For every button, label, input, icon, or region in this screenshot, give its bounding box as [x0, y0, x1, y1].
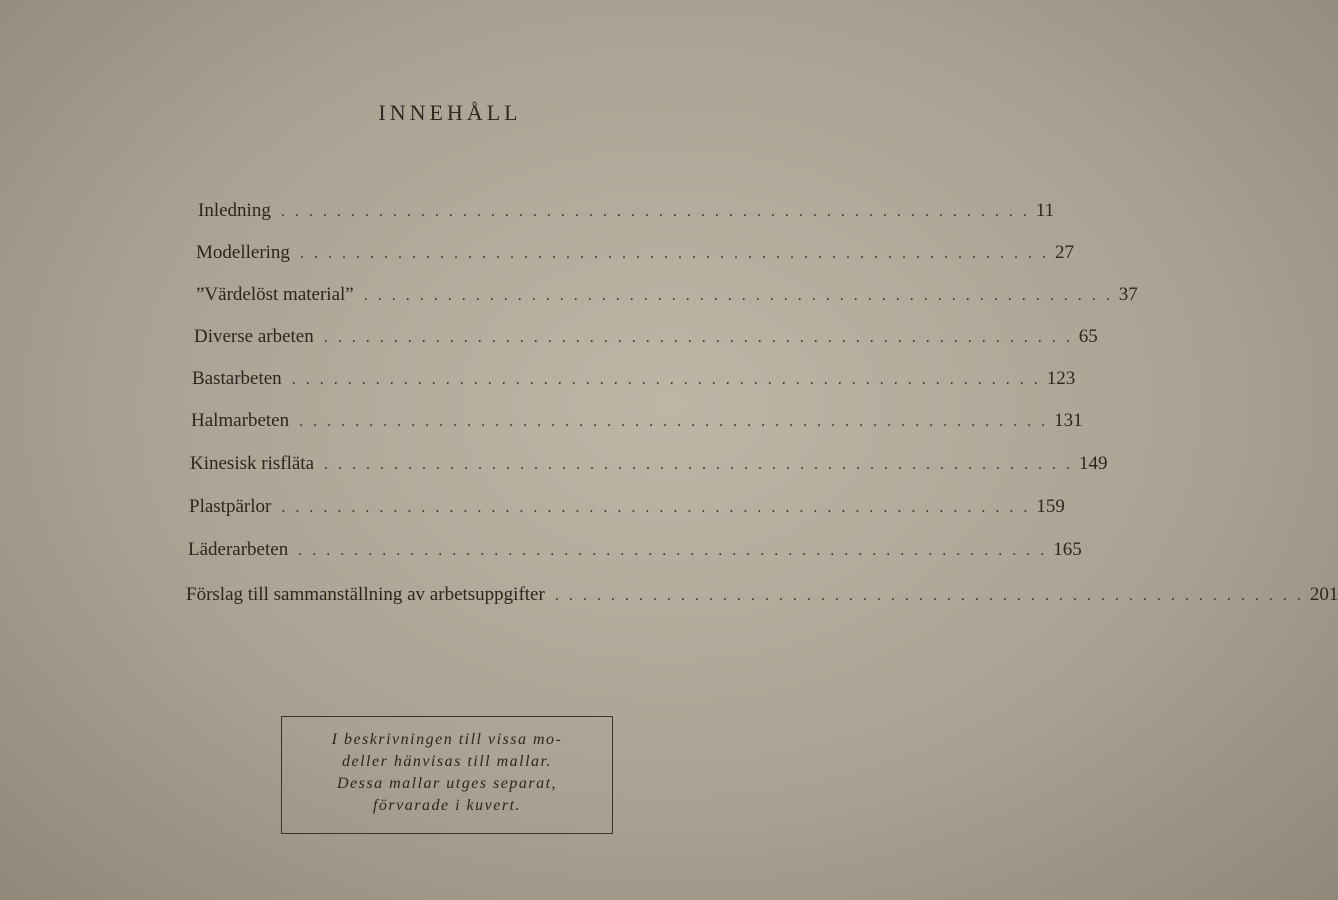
toc-entry-page: 131 [1054, 410, 1083, 431]
toc-entry [188, 539, 1082, 569]
note-line: förvarade i kuvert. [372, 797, 522, 814]
toc-entry-label: Förslag till sammanställning av arbetsuppgifter [186, 584, 545, 605]
toc-entry [191, 410, 1083, 440]
toc-entry-page: 37 [1118, 284, 1138, 305]
toc-entry-label: Läderarbeten [188, 539, 289, 560]
toc-entry-page: 159 [1036, 496, 1065, 517]
toc-entry-label: Plastpärlor [189, 496, 272, 517]
toc-leader-dots: . . . . . . . . . . . . . . . . . . . . . . . . . . . . . . . . . . . . . . . . . . . . . . . . . . . . . . [299, 413, 1049, 430]
toc-entry-label: Diverse arbeten [194, 326, 314, 347]
toc-entry [189, 496, 1065, 526]
toc-entry-page: 11 [1035, 200, 1055, 221]
toc-entry-page: 123 [1046, 368, 1076, 389]
toc-leader-dots: . . . . . . . . . . . . . . . . . . . . . . . . . . . . . . . . . . . . . . . . . . . . . . . . . . . . . . [324, 456, 1074, 473]
toc-entry-page: 201 [1309, 584, 1338, 605]
toc-entry [194, 326, 1098, 356]
templates-note-box [281, 716, 613, 834]
toc-entry-label: Kinesisk risfläta [190, 453, 315, 474]
toc-entry [198, 200, 1055, 230]
toc-entry [190, 453, 1108, 483]
toc-entry [196, 284, 1138, 314]
toc-entry-label: Halmarbeten [191, 410, 290, 431]
note-line: Dessa mallar utges separat, [336, 775, 558, 792]
toc-entry-page: 65 [1078, 326, 1098, 347]
toc-entry-label: Bastarbeten [192, 368, 282, 389]
toc-entry-label: Inledning [198, 200, 271, 221]
note-line: I beskrivningen till vissa mo- [331, 731, 563, 748]
toc-leader-dots: . . . . . . . . . . . . . . . . . . . . . . . . . . . . . . . . . . . . . . . . . . . . . . . . . . . . . . [554, 587, 1304, 604]
toc-entry-page: 27 [1054, 242, 1074, 263]
toc-entry [192, 368, 1076, 398]
toc-leader-dots: . . . . . . . . . . . . . . . . . . . . . . . . . . . . . . . . . . . . . . . . . . . . . . . . . . . . . . [291, 371, 1041, 388]
toc-leader-dots: . . . . . . . . . . . . . . . . . . . . . . . . . . . . . . . . . . . . . . . . . . . . . . . . . . . . . . [323, 329, 1073, 346]
toc-entry-label: Modellering [196, 242, 290, 263]
toc-entry-page: 149 [1079, 453, 1108, 474]
toc-leader-dots: . . . . . . . . . . . . . . . . . . . . . . . . . . . . . . . . . . . . . . . . . . . . . . . . . . . . . . [281, 499, 1031, 516]
page-title: INNEHÅLL [378, 100, 522, 125]
toc-entry [196, 242, 1074, 272]
toc-entry [186, 584, 1338, 614]
toc-entry-label: ”Värdelöst material” [196, 284, 354, 305]
note-line: deller hänvisas till mallar. [342, 753, 552, 770]
toc-leader-dots: . . . . . . . . . . . . . . . . . . . . . . . . . . . . . . . . . . . . . . . . . . . . . . . . . . . . . . [363, 287, 1113, 304]
toc-entry-page: 165 [1053, 539, 1082, 560]
toc-leader-dots: . . . . . . . . . . . . . . . . . . . . . . . . . . . . . . . . . . . . . . . . . . . . . . . . . . . . . . [299, 245, 1049, 262]
toc-leader-dots: . . . . . . . . . . . . . . . . . . . . . . . . . . . . . . . . . . . . . . . . . . . . . . . . . . . . . . [298, 542, 1048, 559]
toc-leader-dots: . . . . . . . . . . . . . . . . . . . . . . . . . . . . . . . . . . . . . . . . . . . . . . . . . . . . . . [280, 203, 1030, 220]
